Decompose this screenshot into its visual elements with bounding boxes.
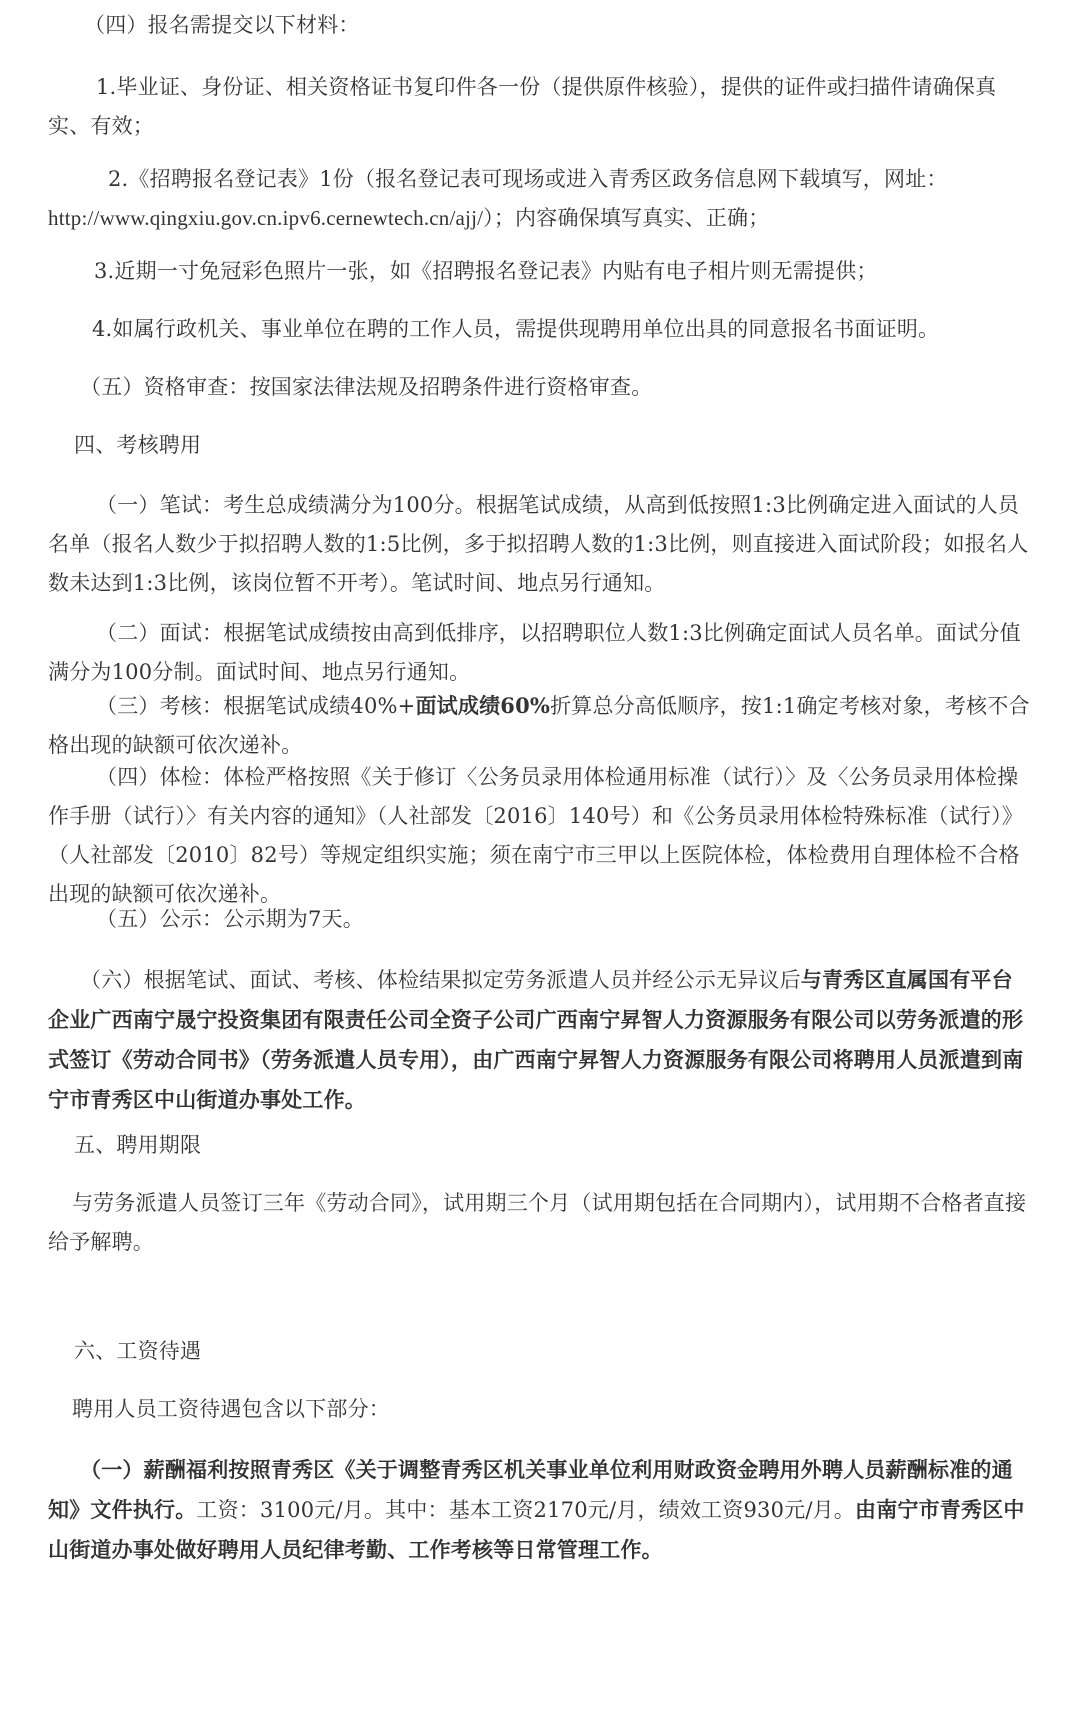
- salary-item-text-bold: （一）薪酬福利按照青秀区《关于调整青秀区机关事业单位利用财政资金聘用外聘人员薪酬标准的通知》文件执行。: [48, 1457, 1013, 1522]
- salary-intro-text: 聘用人员工资待遇包含以下部分：: [72, 1397, 390, 1421]
- qualification-review-text: （五）资格审查：按国家法律法规及招聘条件进行资格审查。: [80, 375, 653, 399]
- salary-item-text: 工资：3100元/月。其中：基本工资2170元/月，绩效工资930元/月。: [196, 1498, 855, 1522]
- dispatch-contract-text: （六）根据笔试、面试、考核、体检结果拟定劳务派遣人员并经公示无异议后: [80, 968, 801, 992]
- interview: [48, 614, 1030, 692]
- material-item-text-tail: ）；内容确保填写真实、正确；: [483, 206, 770, 230]
- evaluation-text-c: 折算总分高低顺序，按1:1确定考核对象，考核不合格出现的缺额可依次递补。: [48, 694, 1030, 757]
- heading-text: 四、考核聘用: [74, 433, 202, 457]
- salary-item-text-bold-tail: 由南宁市青秀区中山街道办事处做好聘用人员纪律考勤、工作考核等日常管理工作。: [48, 1497, 1025, 1562]
- evaluation: [48, 686, 1030, 765]
- written-exam-text: （一）笔试：考生总成绩满分为100分。根据笔试成绩，从高到低按照1:3比例确定进入面试的人员名单（报名人数少于拟招聘人数的1:5比例，多于拟招聘人数的1:3比例，则直接进入面试阶段；如报名人数未达到1:3比例，该岗位暂不开考）。笔试时间、地点另行通知。: [48, 493, 1029, 595]
- material-item-text: 1.毕业证、身份证、相关资格证书复印件各一份（提供原件核验），提供的证件或扫描件请确保真实、有效；: [48, 75, 997, 138]
- qualification-review: [48, 368, 1030, 407]
- download-link[interactable]: http://www.qingxiu.gov.cn.ipv6.cernewtech.cn/ajj/: [48, 206, 484, 230]
- dispatch-contract: [48, 960, 1030, 1120]
- dispatch-contract-text-bold: 与青秀区直属国有平台企业广西南宁晟宁投资集团有限责任公司全资子公司广西南宁昇智人力资源服务有限公司以劳务派遣的形式签订《劳动合同书》（劳务派遣人员专用），由广西南宁昇智人力资源服务有限公司将聘用人员派遣到南宁市青秀区中山街道办事处工作。: [48, 967, 1024, 1112]
- heading-text: 六、工资待遇: [74, 1339, 202, 1363]
- evaluation-text-bold: 面试成绩60%: [415, 693, 551, 718]
- heading-assessment: [48, 426, 1030, 465]
- heading-salary: [48, 1332, 1030, 1371]
- medical-exam-text: （四）体检：体检严格按照《关于修订〈公务员录用体检通用标准（试行）〉及〈公务员录用体检操作手册（试行）〉有关内容的通知》（人社部发〔2016〕140号）和《公务员录用体检特殊标准（试行）》（人社部发〔2010〕82号）等规定组织实施；须在南宁市三甲以上医院体检，体检费用自理体检不合格出现的缺额可依次递补。: [48, 765, 1024, 906]
- public-notice: [48, 900, 1030, 939]
- interview-text: （二）面试：根据笔试成绩按由高到低排序，以招聘职位人数1:3比例确定面试人员名单。面试分值满分为100分制。面试时间、地点另行通知。: [48, 621, 1021, 684]
- medical-exam: [48, 758, 1030, 914]
- material-item-text: 4.如属行政机关、事业单位在聘的工作人员，需提供现聘用单位出具的同意报名书面证明。: [92, 317, 940, 341]
- material-item-text: 2.《招聘报名登记表》1份（报名登记表可现场或进入青秀区政务信息网下载填写，网址：: [108, 167, 948, 191]
- salary-intro: [48, 1390, 1030, 1429]
- heading-term: [48, 1126, 1030, 1165]
- material-item-text: 3.近期一寸免冠彩色照片一张，如《招聘报名登记表》内贴有电子相片则无需提供；: [94, 259, 878, 283]
- material-item-4: [48, 310, 1030, 349]
- heading-text: 五、聘用期限: [74, 1133, 202, 1157]
- material-item-2: [48, 160, 1030, 238]
- term-text: [48, 1184, 1030, 1262]
- term-text-body: 与劳务派遣人员签订三年《劳动合同》，试用期三个月（试用期包括在合同期内），试用期不合格者直接给予解聘。: [48, 1191, 1027, 1254]
- section-header-text: （四）报名需提交以下材料：: [84, 13, 360, 37]
- evaluation-text-a: （三）考核：根据笔试成绩40%+: [96, 694, 416, 718]
- written-exam: [48, 486, 1030, 603]
- material-item-1: [48, 68, 1030, 146]
- section-header-materials: [48, 6, 1030, 45]
- material-item-3: [48, 252, 1030, 291]
- public-notice-text: （五）公示：公示期为7天。: [96, 907, 364, 931]
- salary-item-1: [48, 1450, 1030, 1570]
